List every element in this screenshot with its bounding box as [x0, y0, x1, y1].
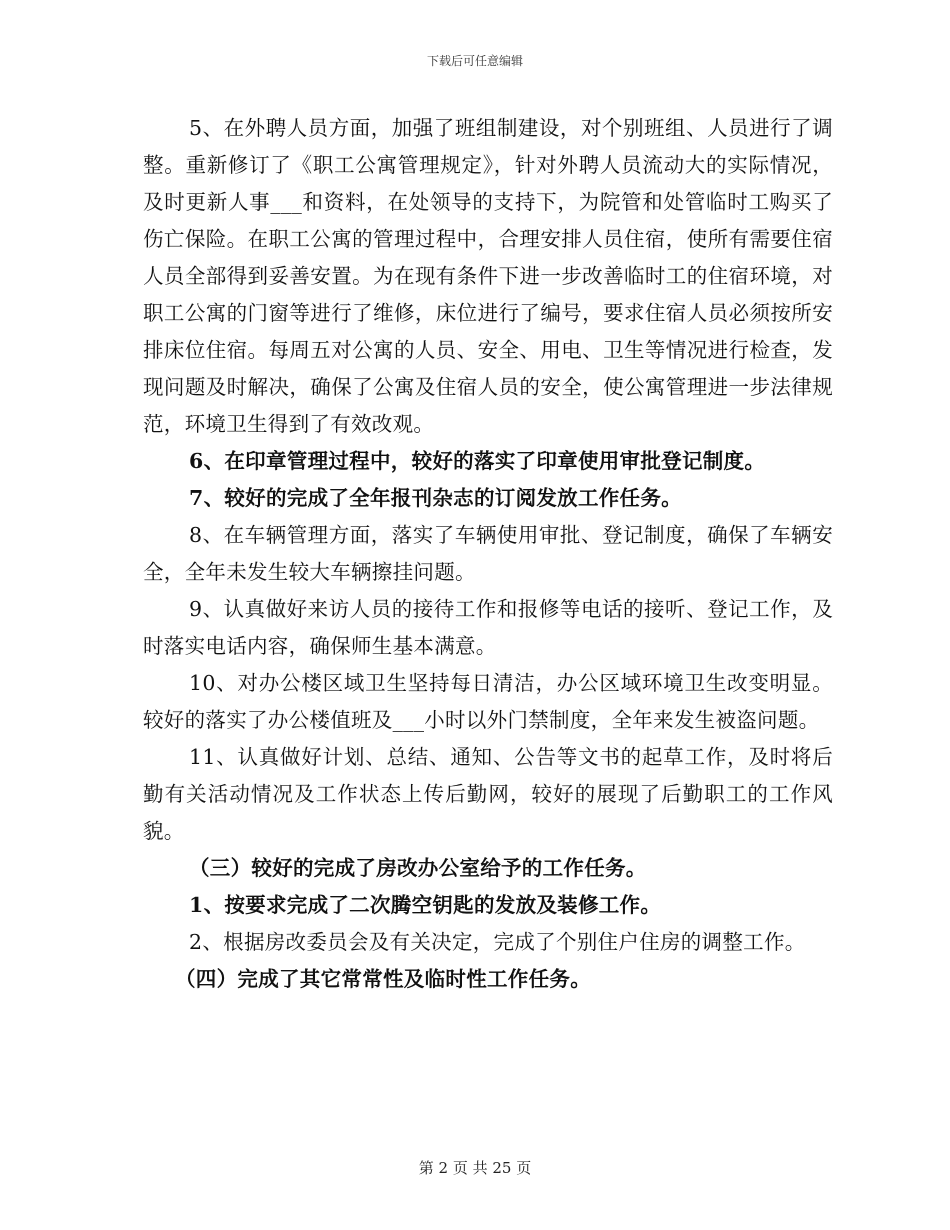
section-3-item-1: 1、按要求完成了二次腾空钥匙的发放及装修工作。 — [189, 893, 662, 917]
paragraph-7-periodicals: 7、较好的完成了全年报刊杂志的订阅发放工作任务。 — [189, 486, 682, 510]
section-3-heading: （三）较好的完成了房改办公室给予的工作任务。 — [189, 856, 647, 880]
section-3-item-2: 2、根据房改委员会及有关决定，完成了个别住户住房的调整工作。 — [189, 930, 806, 954]
paragraph-6-seal-management: 6、在印章管理过程中，较好的落实了印章使用审批登记制度。 — [189, 449, 766, 473]
section-4-heading: （四）完成了其它常常性及临时性工作任务。 — [175, 967, 591, 991]
paragraph-9-reception: 9、认真做好来访人员的接待工作和报修等电话的接听、登记工作，及时落实电话内容，确保师生基本满意。 — [143, 597, 833, 658]
page-header: 下载后可任意编辑 — [426, 54, 523, 68]
document-body — [143, 110, 833, 998]
paragraph-5-outsourced-staff: 5、在外聘人员方面，加强了班组制建设，对个别班组、人员进行了调整。重新修订了《职工公寓管理规定》，针对外聘人员流动大的实际情况，及时更新人事___和资料，在处领导的支持下，为院管和处管临时工购买了伤亡保险。在职工公寓的管理过程中，合理安排人员住宿，使所有需要住宿人员全部得到妥善安置。为在现有条件下进一步改善临时工的住宿环境，对职工公寓的门窗等进行了维修，床位进行了编号，要求住宿人员必须按所安排床位住宿。每周五对公寓的人员、安全、用电、卫生等情况进行检查，发现问题及时解决，确保了公寓及住宿人员的安全，使公寓管理进一步法律规范，环境卫生得到了有效改观。 — [143, 116, 833, 436]
page-footer: 第 2 页 共 25 页 — [418, 1159, 532, 1177]
paragraph-10-office-hygiene: 10、对办公楼区域卫生坚持每日清洁，办公区域环境卫生改变明显。较好的落实了办公楼值班及___小时以外门禁制度，全年来发生被盗问题。 — [143, 671, 833, 732]
paragraph-8-vehicle-management: 8、在车辆管理方面，落实了车辆使用审批、登记制度，确保了车辆安全，全年未发生较大车辆擦挂问题。 — [143, 523, 833, 584]
paragraph-11-documents: 11、认真做好计划、总结、通知、公告等文书的起草工作，及时将后勤有关活动情况及工作状态上传后勤网，较好的展现了后勤职工的工作风貌。 — [143, 745, 833, 843]
